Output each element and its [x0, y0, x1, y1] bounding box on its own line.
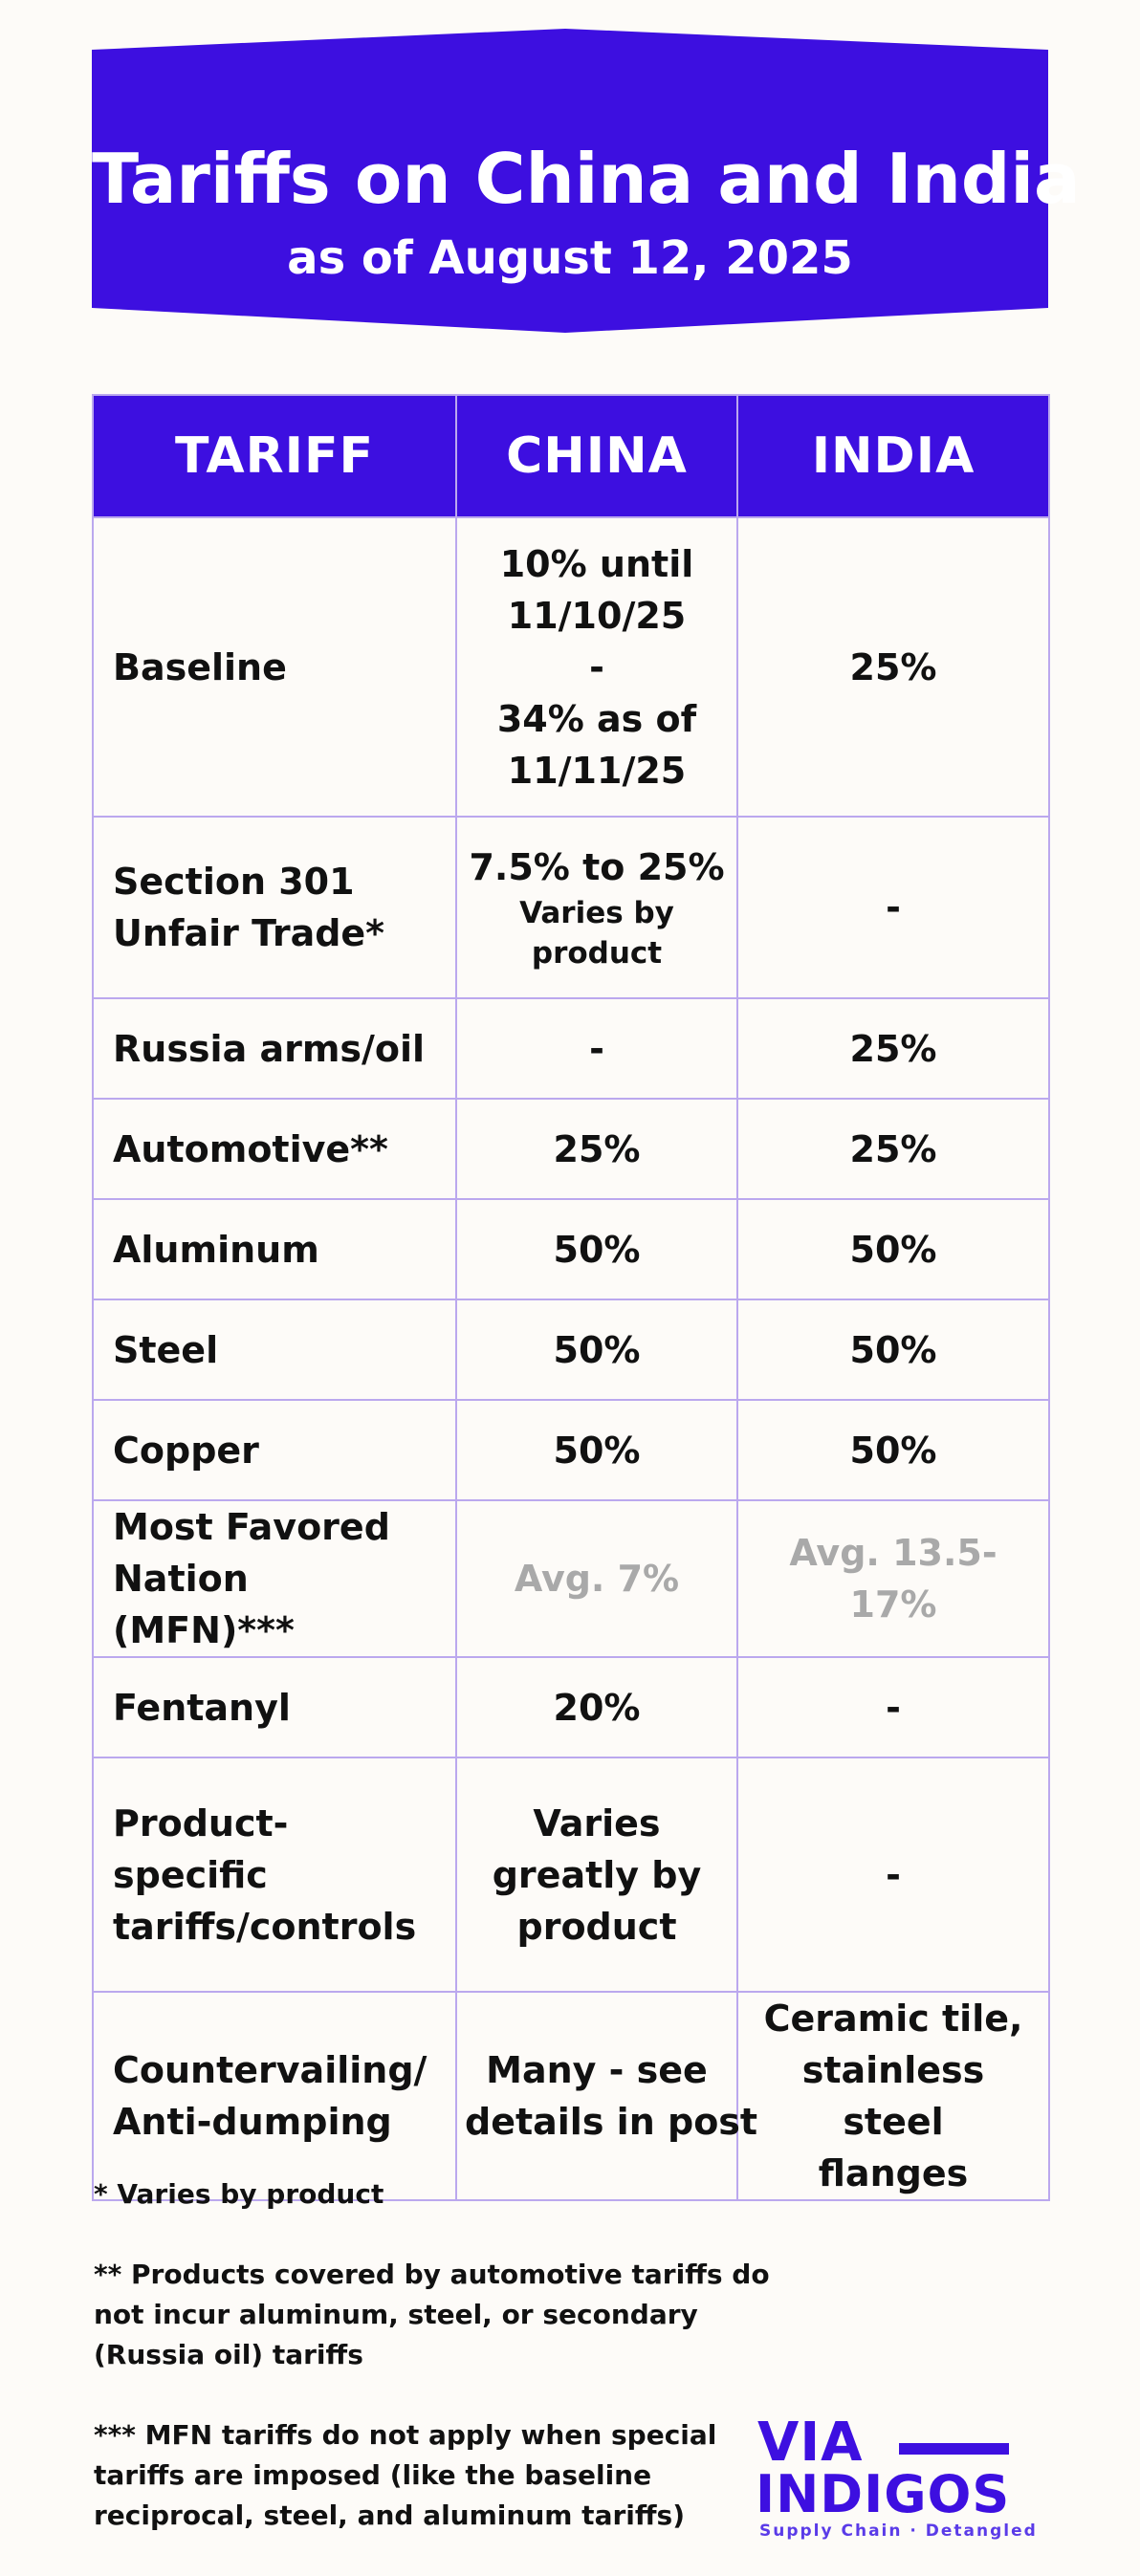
table-row [93, 817, 1049, 998]
india-value: 50% [737, 1400, 1049, 1500]
table-row [93, 1199, 1049, 1299]
india-value: - [737, 1757, 1049, 1992]
title-banner [92, 29, 1081, 335]
logo-tagline: Supply Chain · Detangled [759, 2521, 1038, 2541]
china-value: 50% [456, 1199, 737, 1299]
tariff-label: Aluminum [93, 1199, 456, 1299]
india-value: 50% [737, 1299, 1049, 1400]
via-indigos-logo [756, 2412, 1038, 2541]
india-value: 25% [737, 998, 1049, 1099]
tariff-label: Copper [93, 1400, 456, 1500]
china-value: 20% [456, 1657, 737, 1757]
india-value: - [737, 817, 1049, 998]
india-value: - [737, 1657, 1049, 1757]
table-row [93, 1299, 1049, 1400]
table-row [93, 1400, 1049, 1500]
tariff-label: Russia arms/oil [93, 998, 456, 1099]
china-value: Varies greatly by product [456, 1757, 737, 1992]
china-value: 7.5% to 25% Varies by product [456, 817, 737, 998]
china-value: 10% until 11/10/25 - 34% as of 11/11/25 [456, 517, 737, 817]
tariff-label: Automotive** [93, 1099, 456, 1199]
footnote-3: *** MFN tariffs do not apply when special tariffs are imposed (like the baseline reciprocal, steel, and aluminum tariffs) [94, 2419, 717, 2531]
table-row [93, 1099, 1049, 1199]
tariff-table [92, 394, 1050, 2201]
page-subtitle: as of August 12, 2025 [287, 231, 853, 285]
logo-word-indigos: INDIGOS [756, 2464, 1011, 2524]
china-value: Many - see details in post [456, 1992, 737, 2200]
table-row [93, 1992, 1049, 2200]
column-header-china: CHINA [456, 395, 737, 517]
china-value: 50% [456, 1400, 737, 1500]
footnotes [94, 2174, 782, 2576]
table-row [93, 517, 1049, 817]
column-header-tariff: TARIFF [93, 395, 456, 517]
footnote-1: * Varies by product [94, 2178, 384, 2210]
india-value: Avg. 13.5-17% [737, 1500, 1049, 1657]
table-row [93, 998, 1049, 1099]
page-title: Tariffs on China and India [92, 139, 1081, 219]
tariff-label: Most Favored Nation (MFN)*** [93, 1500, 456, 1657]
tariff-label: Fentanyl [93, 1657, 456, 1757]
column-header-india: INDIA [737, 395, 1049, 517]
tariff-label: Product-specific tariffs/controls [93, 1757, 456, 1992]
india-value: 25% [737, 1099, 1049, 1199]
china-value: Avg. 7% [456, 1500, 737, 1657]
tariff-label: Steel [93, 1299, 456, 1400]
tariff-label: Section 301 Unfair Trade* [93, 817, 456, 998]
logo-word-via: VIA [757, 2412, 864, 2474]
china-value: 25% [456, 1099, 737, 1199]
india-value: Ceramic tile, stainless steel flanges [737, 1992, 1049, 2200]
china-value: - [456, 998, 737, 1099]
table-row [93, 1657, 1049, 1757]
table-row [93, 1500, 1049, 1657]
tariff-label: Countervailing/ Anti-dumping [93, 1992, 456, 2200]
india-value: 25% [737, 517, 1049, 817]
footnote-2: ** Products covered by automotive tariffs do not incur aluminum, steel, or secondary (Russia oil) tariffs [94, 2259, 770, 2370]
tariff-label: Baseline [93, 517, 456, 817]
table-row [93, 1757, 1049, 1992]
india-value: 50% [737, 1199, 1049, 1299]
table-header-row [93, 395, 1049, 517]
china-value: 50% [456, 1299, 737, 1400]
logo-bar [899, 2443, 1009, 2455]
